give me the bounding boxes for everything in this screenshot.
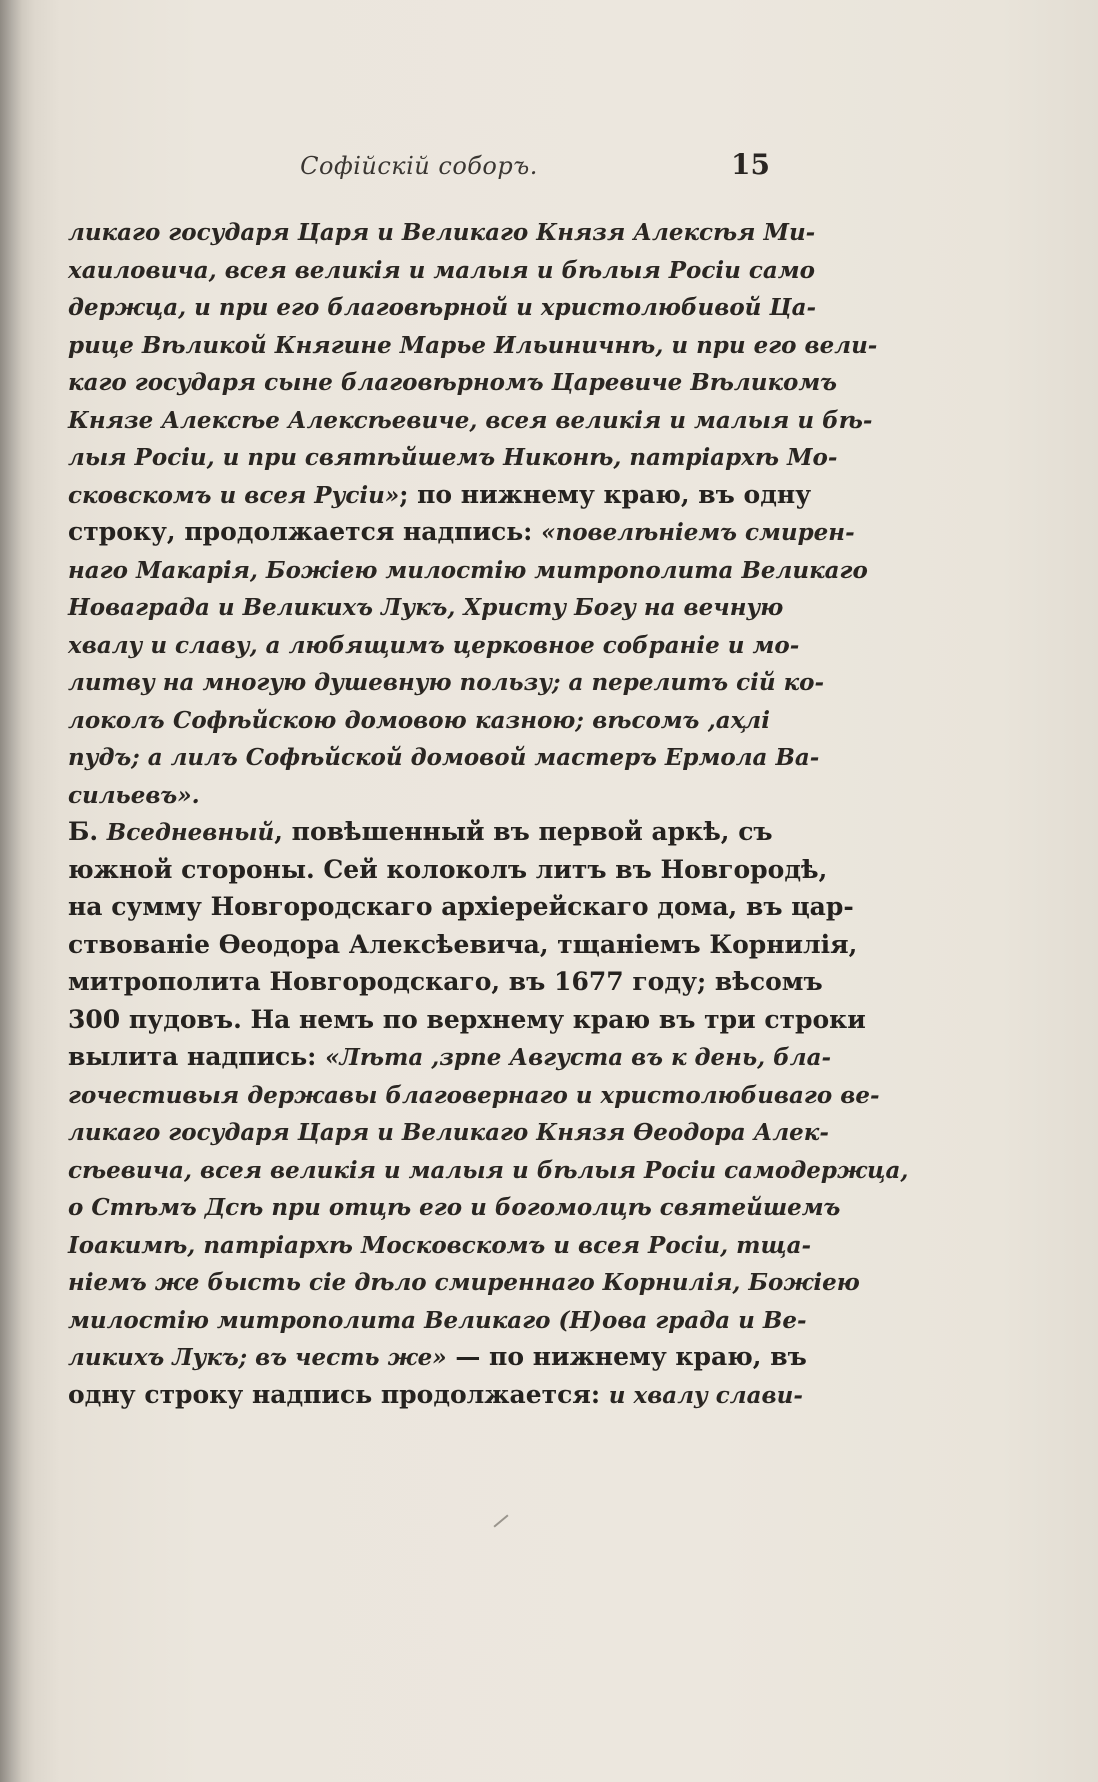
text-line	[68, 776, 770, 814]
roman-text: , повѣшенный въ первой аркѣ, съ	[274, 817, 773, 846]
italic-quote-text: ликихъ Лукъ; въ честь же»	[68, 1344, 447, 1371]
text-line	[68, 401, 873, 439]
italic-quote-text: сѣевича, всея великія и малыя и бѣлыя Росіи самодержца,	[68, 1156, 909, 1184]
italic-quote-text: лыя Росіи, и при святѣйшемъ Никонѣ, патріархѣ Мо-	[68, 444, 838, 471]
text-line	[68, 513, 855, 551]
roman-text: — по нижнему краю, въ	[446, 1342, 807, 1371]
roman-text: митрополита Новгородскаго, въ 1677 году; вѣсомъ	[68, 967, 823, 996]
text-line	[68, 551, 868, 589]
italic-quote-text: локолъ Софѣйскою домовою казною; вѣсомъ ,аҳлі	[68, 706, 770, 734]
italic-quote-text: «Лѣта ,зрпе Августа въ к день, бла-	[325, 1044, 832, 1071]
text-line	[68, 888, 854, 926]
italic-quote-text: милостію митрополита Великаго (Н)ова града и Ве-	[68, 1306, 807, 1334]
text-line	[68, 326, 878, 364]
italic-quote-text: Новаграда и Великихъ Лукъ, Христу Богу на вечную	[68, 594, 784, 621]
text-line	[68, 1338, 807, 1376]
stray-pencil-mark	[493, 1514, 508, 1527]
body-text	[68, 213, 909, 1413]
text-line	[68, 1001, 866, 1039]
text-line	[68, 1151, 909, 1189]
text-line	[68, 1376, 803, 1414]
text-line	[68, 1263, 860, 1301]
roman-text: вылита надпись:	[68, 1042, 326, 1071]
roman-text: южной стороны. Сей колоколъ литъ въ Новгородѣ,	[68, 854, 828, 884]
text-line	[68, 851, 828, 889]
roman-text: ствованіе Ѳеодора Алексѣевича, тщаніемъ Корнилія,	[68, 929, 858, 959]
text-line	[68, 476, 812, 514]
italic-quote-text: ликаго государя Царя и Великаго Князя Алексѣя Ми-	[68, 219, 816, 246]
italic-quote-text: гочестивыя державы благовернаго и христолюбиваго ве-	[68, 1081, 880, 1109]
text-line	[68, 1226, 812, 1264]
text-line	[68, 363, 837, 401]
italic-quote-text: наго Макарія, Божіею милостію митрополита Великаго	[68, 556, 868, 584]
italic-quote-text: рице Вѣликой Княгине Марье Ильиничнѣ, и при его вели-	[68, 331, 878, 359]
text-line	[68, 1038, 832, 1076]
text-line	[68, 926, 858, 964]
text-line	[68, 251, 815, 289]
italic-quote-text: Вседневный	[106, 819, 275, 846]
text-line	[68, 1188, 841, 1226]
italic-quote-text: каго государя сыне благовѣрномъ Царевиче Вѣликомъ	[68, 369, 837, 396]
italic-quote-text: и хвалу слави-	[608, 1381, 803, 1409]
text-line	[68, 1076, 880, 1114]
text-line	[68, 813, 773, 851]
roman-text: ; по нижнему краю, въ одну	[399, 479, 812, 509]
roman-text: на сумму Новгородскаго архіерейскаго дома, въ цар-	[68, 892, 854, 921]
running-title: Софійскій соборъ.	[300, 152, 538, 180]
italic-quote-text: держца, и при его благовѣрной и христолюбивой Ца-	[68, 294, 817, 321]
roman-text: строку, продолжается надпись:	[68, 517, 542, 546]
text-line	[68, 663, 825, 701]
roman-text: 300 пудовъ. На немъ по верхнему краю въ три строки	[68, 1004, 866, 1034]
running-head	[68, 148, 770, 192]
italic-quote-text: ніемъ же бысть сіе дѣло смиреннаго Корнилія, Божіею	[68, 1269, 860, 1296]
italic-quote-text: литву на многую душевную пользу; а перелитъ сій ко-	[68, 669, 825, 696]
page-number: 15	[731, 148, 770, 181]
italic-quote-text: о Стѣмъ Дсѣ при отцѣ его и богомолцѣ святейшемъ	[68, 1194, 841, 1221]
roman-text: одну строку надпись продолжается:	[68, 1379, 609, 1409]
text-line	[68, 963, 823, 1001]
text-line	[68, 213, 816, 251]
roman-text: Б.	[68, 817, 107, 846]
text-line	[68, 438, 838, 476]
text-line	[68, 588, 784, 626]
text-line	[68, 626, 800, 664]
text-line	[68, 288, 817, 326]
text-line	[68, 1113, 829, 1151]
italic-quote-text: пудъ; а лилъ Софѣйской домовой мастеръ Ермола Ва-	[68, 744, 820, 771]
italic-quote-text: хвалу и славу, а любящимъ церковное собраніе и мо-	[68, 631, 800, 659]
italic-quote-text: ликаго государя Царя и Великаго Князя Ѳеодора Алек-	[68, 1119, 829, 1146]
italic-quote-text: хаиловича, всея великія и малыя и бѣлыя Росіи само	[68, 256, 815, 284]
italic-quote-text: «повелѣніемъ смирен-	[541, 519, 855, 546]
italic-quote-text: сковскомъ и всея Русіи»	[68, 481, 400, 509]
italic-quote-text: сильевъ».	[68, 781, 200, 809]
italic-quote-text: Князе Алексѣе Алексѣевиче, всея великія и малыя и бѣ-	[68, 406, 873, 434]
text-line	[68, 738, 820, 776]
italic-quote-text: Іоакимѣ, патріархѣ Московскомъ и всея Росіи, тща-	[68, 1231, 812, 1259]
text-line	[68, 701, 770, 739]
text-line	[68, 1301, 807, 1339]
